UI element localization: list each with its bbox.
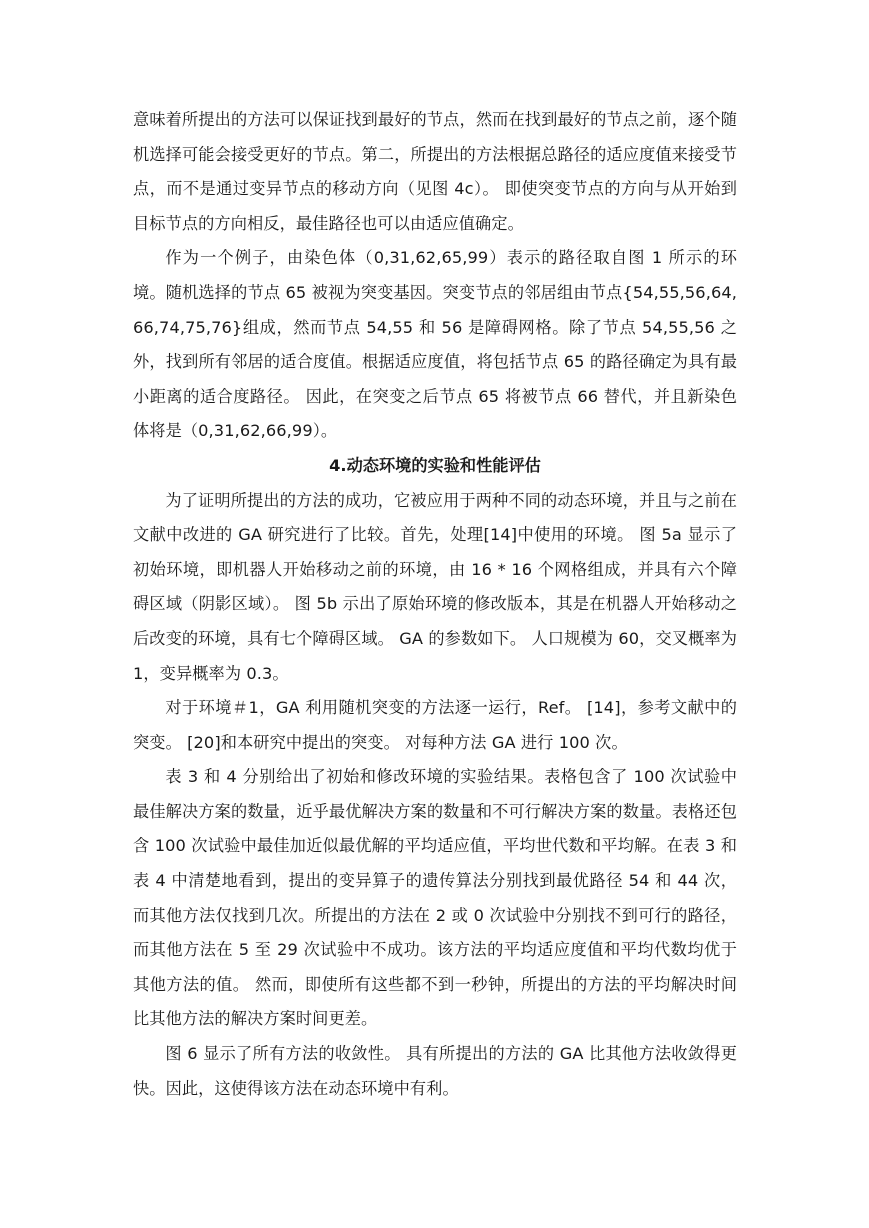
paragraph-3: 为了证明所提出的方法的成功，它被应用于两种不同的动态环境，并且与之前在文献中改进的 GA 研究进行了比较。首先，处理[14]中使用的环境。 图 5a 显示了初始环境，即机器人开始移动之前的环境，由 16 * 16 个网格组成，并具有六个障碍区域（阴影区域）。 图 5b 示出了原始环境的修改版本，其是在机器人开始移动之后改变的环境，具有七个障碍区域。 GA 的参数如下。 人口规模为 60，交叉概率为 1，变异概率为 0.3。 xyxy=(133,490,737,683)
paragraph-1: 意味着所提出的方法可以保证找到最好的节点，然而在找到最好的节点之前，逐个随机选择可能会接受更好的节点。第二，所提出的方法根据总路径的适应度值来接受节点，而不是通过变异节点的移动方向（见图 4c）。 即使突变节点的方向与从开始到目标节点的方向相反，最佳路径也可以由适应值确定。 xyxy=(133,110,737,233)
paragraph-2: 作为一个例子，由染色体（0,31,62,65,99）表示的路径取自图 1 所示的环境。随机选择的节点 65 被视为突变基因。突变节点的邻居组由节点{54,55,56,64,66,74,75,76}组成，然而节点 54,55 和 56 是障碍网格。除了节点 54,55,56 之外，找到所有邻居的适合度值。根据适应度值，将包括节点 65 的路径确定为具有最小距离的适合度路径。 因此，在突变之后节点 65 将被节点 66 替代，并且新染色体将是（0,31,62,66,99）。 xyxy=(133,248,737,441)
paragraph-4: 对于环境＃1，GA 利用随机突变的方法逐一运行，Ref。 [14]，参考文献中的突变。 [20]和本研究中提出的突变。 对每种方法 GA 进行 100 次。 xyxy=(133,698,737,752)
paragraph-5: 表 3 和 4 分别给出了初始和修改环境的实验结果。表格包含了 100 次试验中最佳解决方案的数量，近乎最优解决方案的数量和不可行解决方案的数量。表格还包含 100 次试验中最佳加近似最优解的平均适应值，平均世代数和平均解。在表 3 和表 4 中清楚地看到，提出的变异算子的遗传算法分别找到最优路径 54 和 44 次，而其他方法仅找到几次。所提出的方法在 2 或 0 次试验中分别找不到可行的路径，而其他方法在 5 至 29 次试验中不成功。该方法的平均适应度值和平均代数均优于其他方法的值。 然而，即使所有这些都不到一秒钟，所提出的方法的平均解决时间比其他方法的解决方案时间更差。 xyxy=(133,767,737,1029)
section-heading: 4.动态环境的实验和性能评估 xyxy=(329,455,541,475)
paragraph-6: 图 6 显示了所有方法的收敛性。 具有所提出的方法的 GA 比其他方法收敛得更快。因此，这使得该方法在动态环境中有利。 xyxy=(133,1044,737,1098)
document-body xyxy=(133,103,737,1106)
